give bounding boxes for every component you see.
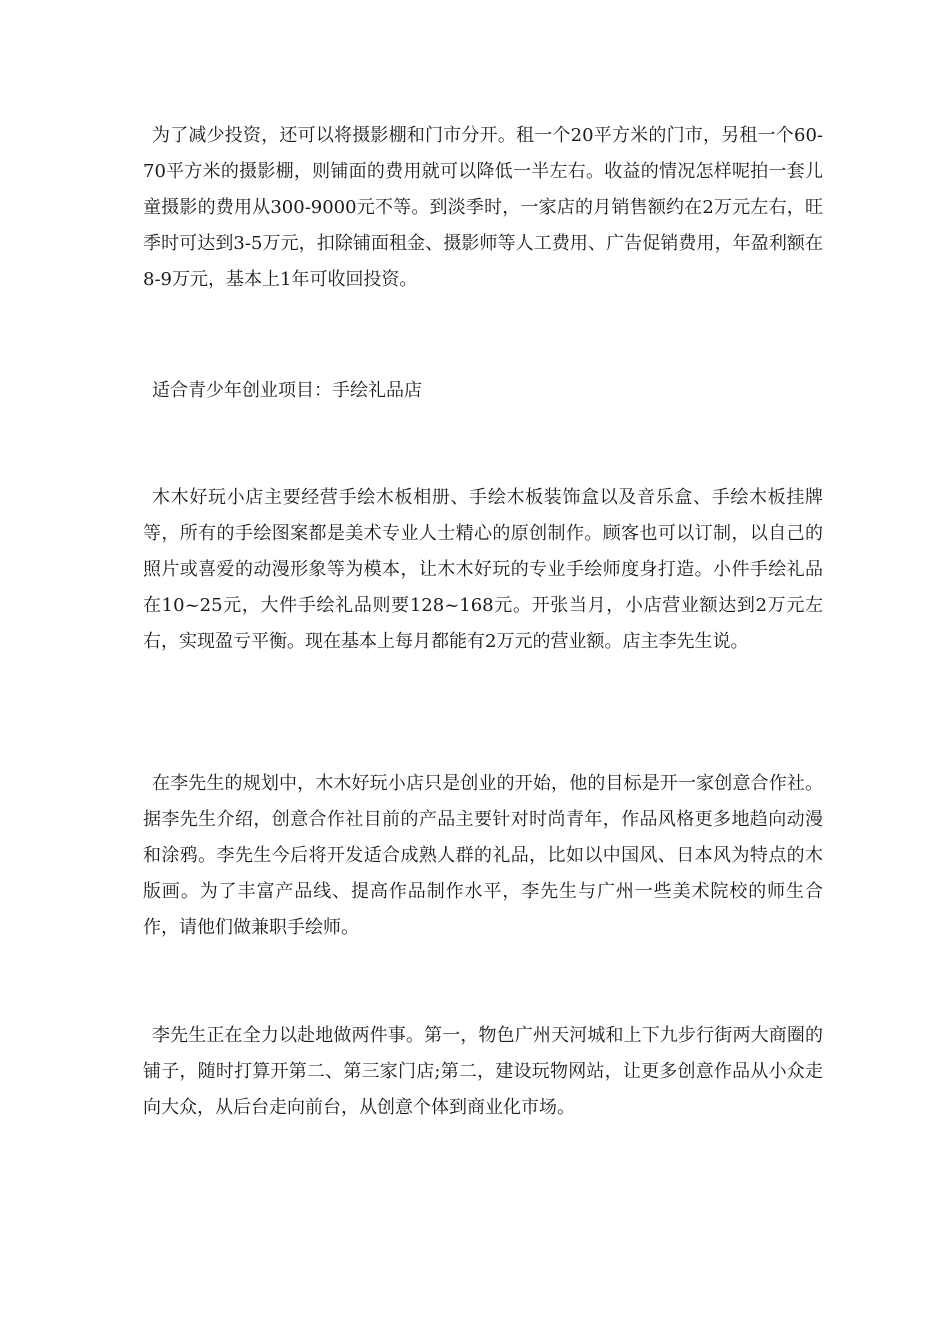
paragraph-shop-products: 木木好玩小店主要经营手绘木板相册、手绘木板装饰盒以及音乐盒、手绘木板挂牌等，所有的手绘图案都是美术专业人士精心的原创制作。顾客也可以订制，以自己的照片或喜爱的动漫形象等为模本，让木木好玩的专业手绘师度身打造。小件手绘礼品在10~25元，大件手绘礼品则要128~168元。开张当月，小店营业额达到2万元左右，实现盈亏平衡。现在基本上每月都能有2万元的营业额。店主李先生说。: [143, 487, 823, 652]
section-heading-gift-shop: 适合青少年创业项目：手绘礼品店: [152, 380, 422, 401]
paragraph-creative-cooperative: 在李先生的规划中，木木好玩小店只是创业的开始，他的目标是开一家创意合作社。据李先生介绍，创意合作社目前的产品主要针对时尚青年，作品风格更多地趋向动漫和涂鸦。李先生今后将开发适合成熟人群的礼品，比如以中国风、日本风为特点的木版画。为了丰富产品线、提高作品制作水平，李先生与广州一些美术院校的师生合作，请他们做兼职手绘师。: [143, 773, 823, 938]
paragraph-investment-revenue: 为了减少投资，还可以将摄影棚和门市分开。租一个20平方米的门市，另租一个60-70平方米的摄影棚，则铺面的费用就可以降低一半左右。收益的情况怎样呢拍一套儿童摄影的费用从300-9000元不等。到淡季时，一家店的月销售额约在2万元左右，旺季时可达到3-5万元，扣除铺面租金、摄影师等人工费用、广告促销费用，年盈利额在8-9万元，基本上1年可收回投资。: [143, 125, 823, 290]
paragraph-future-plans: 李先生正在全力以赴地做两件事。第一，物色广州天河城和上下九步行街两大商圈的铺子，随时打算开第二、第三家门店;第二，建设玩物网站，让更多创意作品从小众走向大众，从后台走向前台，从创意个体到商业化市场。: [143, 1025, 823, 1118]
